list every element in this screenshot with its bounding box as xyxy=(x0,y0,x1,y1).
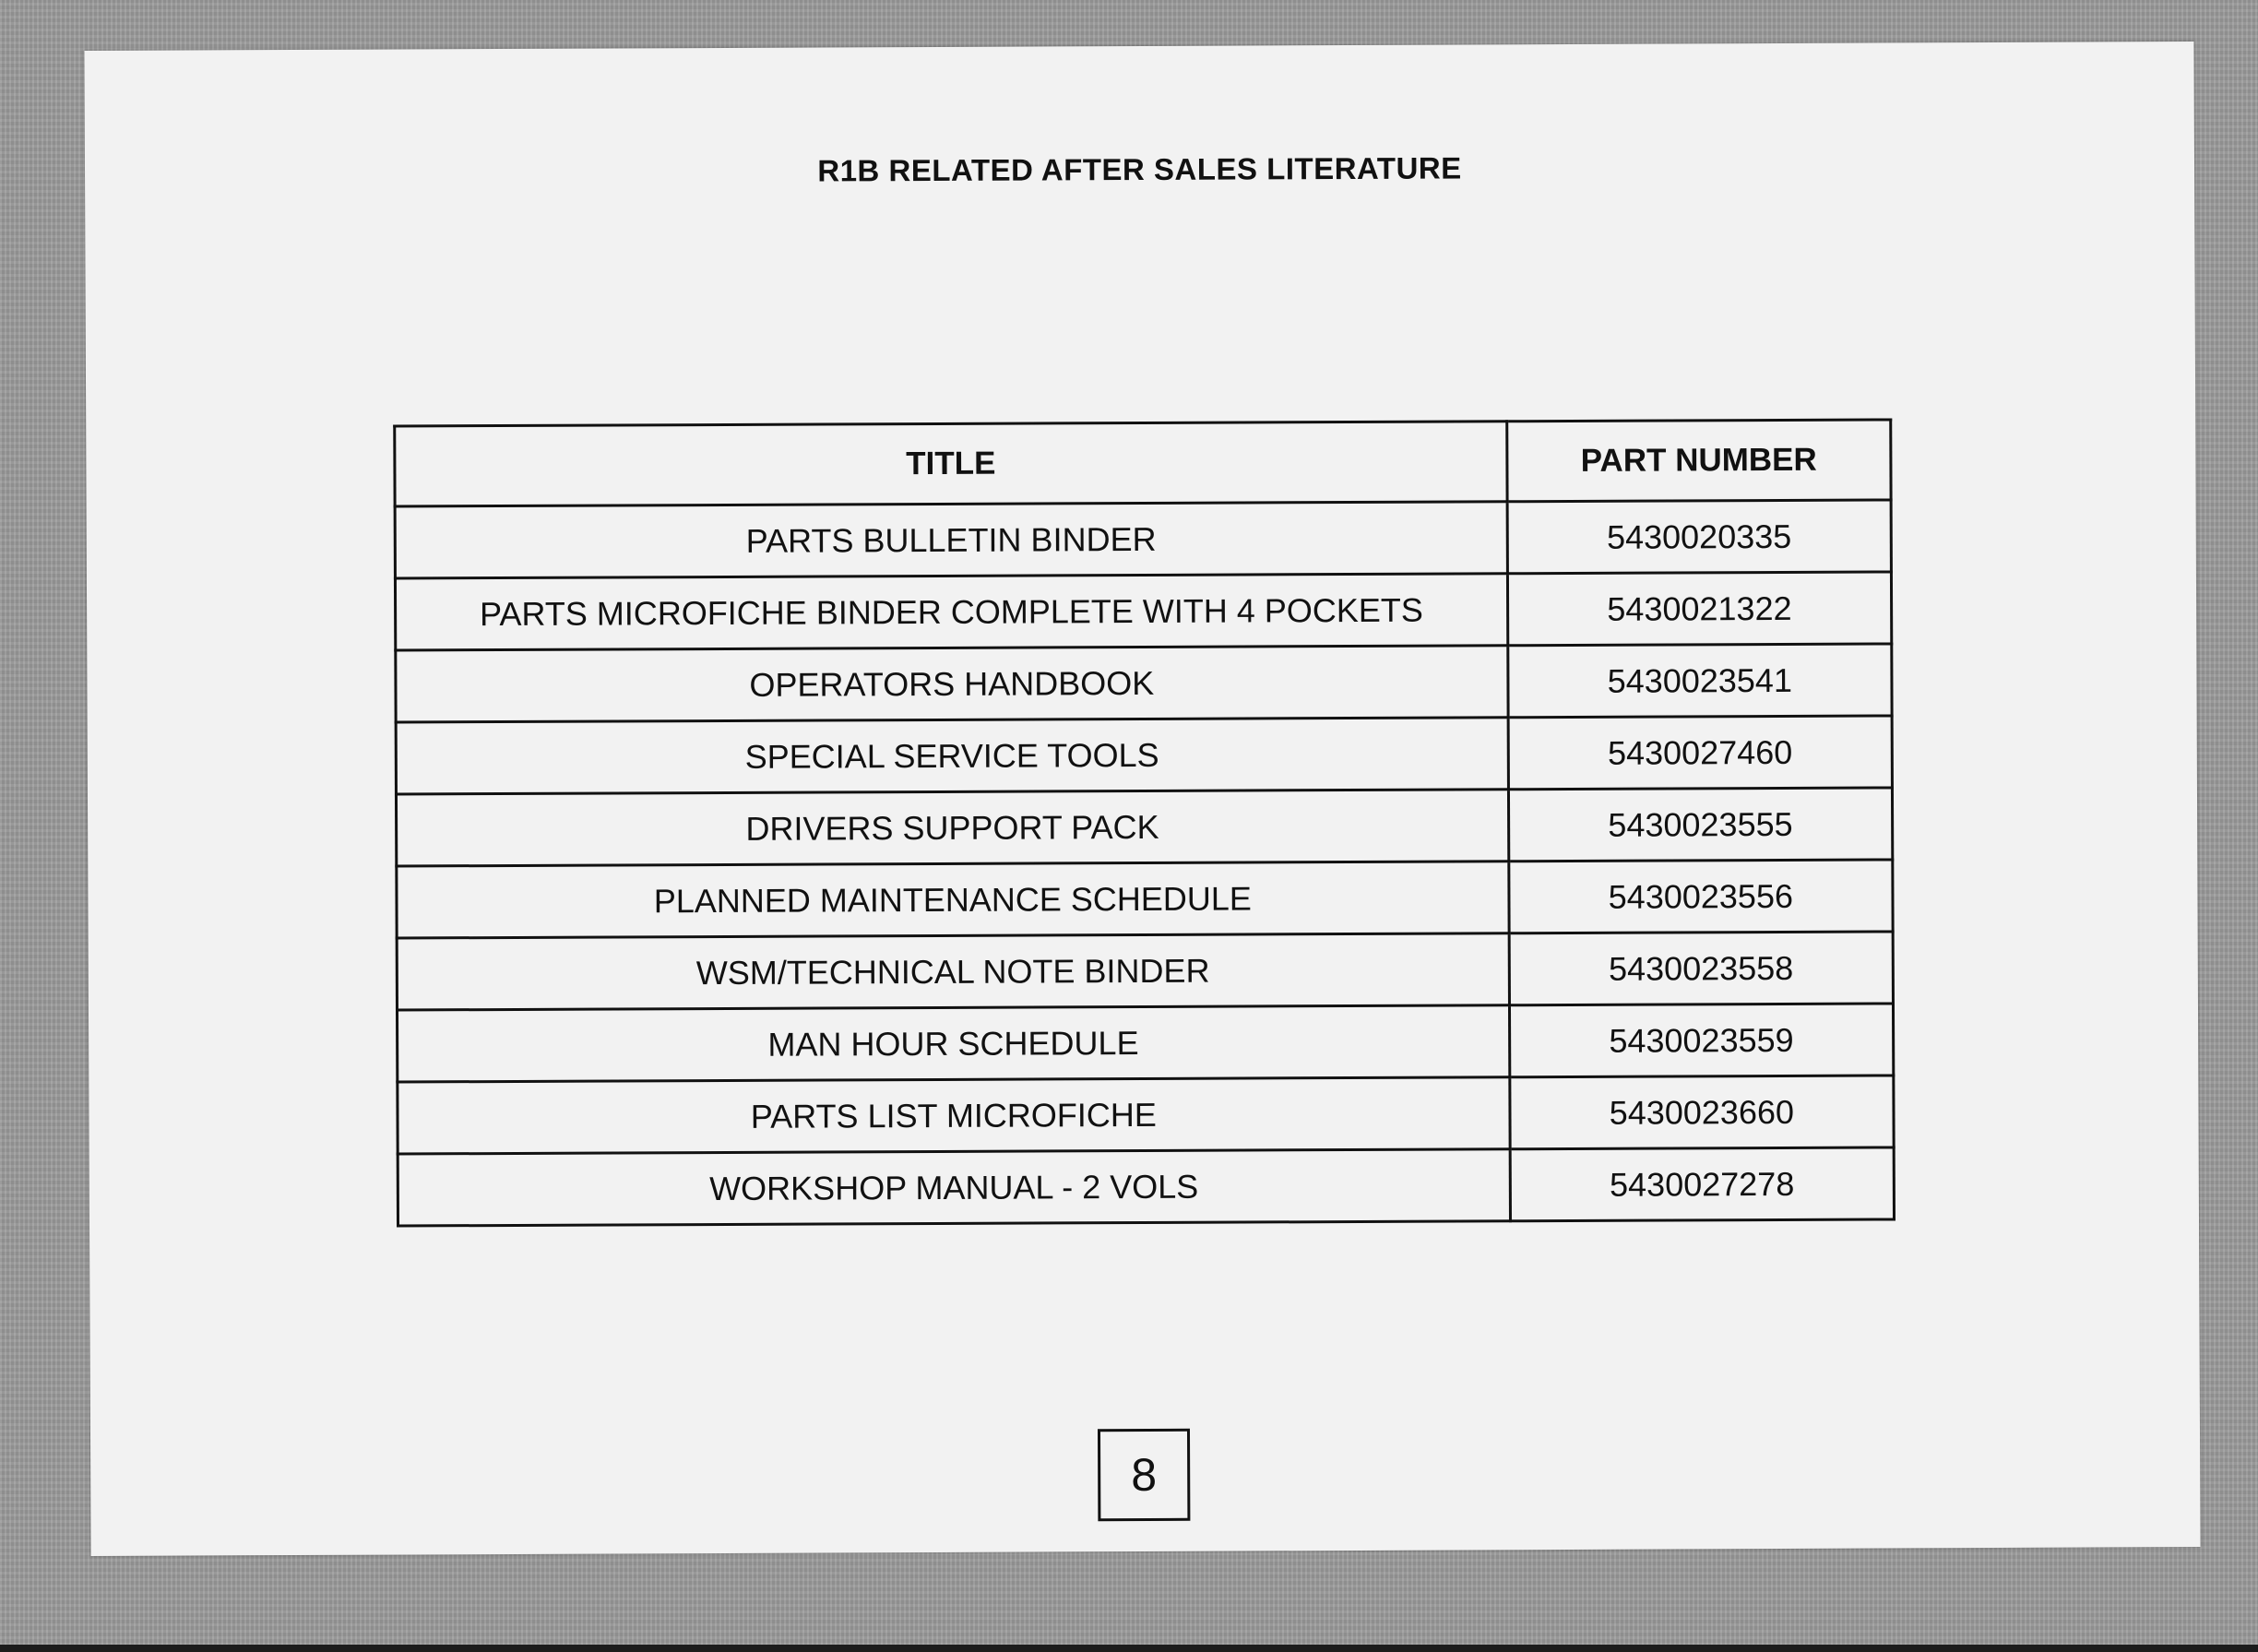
scan-border-strip xyxy=(0,1645,2258,1652)
page-number: 8 xyxy=(1098,1429,1190,1521)
row-title: WSM/TECHNICAL NOTE BINDER xyxy=(397,933,1509,1010)
row-title: SPECIAL SERVICE TOOLS xyxy=(396,718,1508,794)
literature-table xyxy=(393,418,1896,1227)
row-part-number: 5430027460 xyxy=(1508,716,1893,790)
row-part-number: 5430020335 xyxy=(1507,500,1892,574)
table-row xyxy=(397,932,1893,1010)
page-title: R1B RELATED AFTER SALES LITERATURE xyxy=(817,150,1462,188)
row-part-number: 5430023660 xyxy=(1510,1076,1895,1149)
row-title: WORKSHOP MANUAL - 2 VOLS xyxy=(398,1149,1510,1226)
table-row xyxy=(395,572,1891,650)
table-row xyxy=(396,716,1892,794)
row-part-number: 5430021322 xyxy=(1507,572,1892,646)
row-title: OPERATORS HANDBOOK xyxy=(396,646,1508,722)
row-title: MAN HOUR SCHEDULE xyxy=(397,1005,1509,1082)
row-title: PARTS BULLETIN BINDER xyxy=(395,502,1507,578)
table-row xyxy=(397,1004,1893,1082)
table-row xyxy=(395,500,1891,578)
table-row xyxy=(398,1076,1894,1154)
row-title: PARTS LIST MICROFICHE xyxy=(398,1077,1510,1154)
column-header-title: TITLE xyxy=(395,422,1507,506)
row-part-number: 5430027278 xyxy=(1510,1147,1895,1221)
table-row xyxy=(397,860,1893,938)
table-row xyxy=(398,1147,1894,1226)
table-row xyxy=(396,644,1892,722)
column-header-part-number: PART NUMBER xyxy=(1506,420,1891,502)
document-page xyxy=(84,42,2200,1556)
table-row xyxy=(396,788,1892,866)
row-title: PLANNED MAINTENANCE SCHEDULE xyxy=(397,862,1509,938)
row-part-number: 5430023558 xyxy=(1509,932,1894,1005)
row-part-number: 5430023556 xyxy=(1509,860,1894,933)
table-header-row xyxy=(395,420,1891,506)
row-title: DRIVERS SUPPORT PACK xyxy=(396,790,1508,866)
row-part-number: 5430023559 xyxy=(1509,1004,1894,1077)
row-title: PARTS MICROFICHE BINDER COMPLETE WITH 4 POCKETS xyxy=(395,574,1507,650)
row-part-number: 5430023555 xyxy=(1508,788,1893,862)
row-part-number: 5430023541 xyxy=(1507,644,1892,718)
